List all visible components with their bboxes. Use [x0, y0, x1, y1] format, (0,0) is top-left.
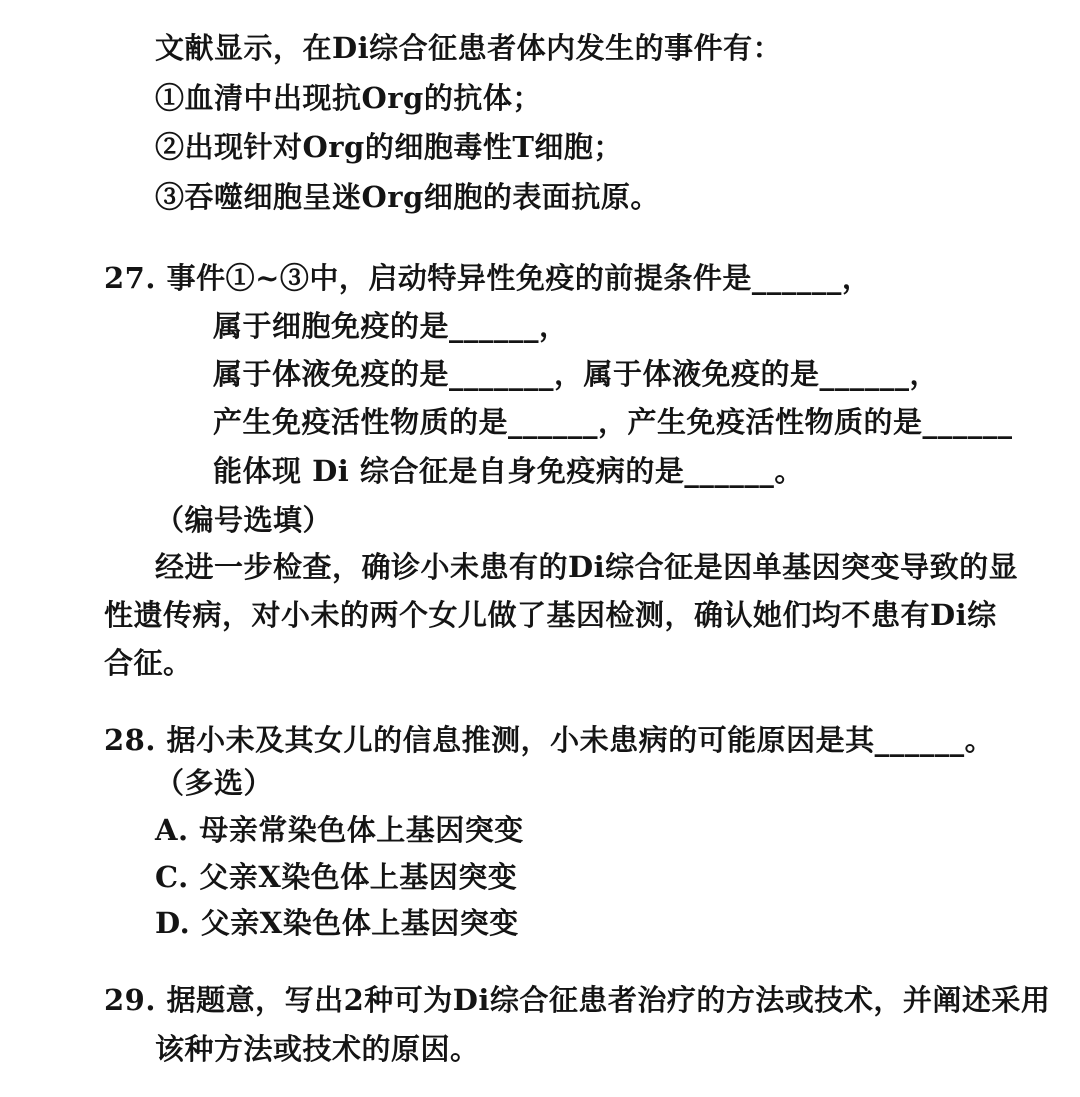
option-a: A. 母亲常染色体上基因突变	[155, 813, 524, 847]
passage-line-3: 合征。	[104, 646, 193, 680]
question-27-first-line	[104, 258, 871, 298]
event-1: ①血清中出现抗Org的抗体；	[155, 81, 542, 115]
question-29-line-2: 该种方法或技术的原因。	[155, 1032, 480, 1066]
question-28-stem: 据小未及其女儿的信息推测，小未患病的可能原因是其______。	[166, 723, 995, 757]
question-29-stem: 据题意，写出2种可为Di综合征患者治疗的方法或技术，并阐述采用	[166, 983, 1051, 1017]
question-27-note: （编号选填）	[155, 503, 333, 537]
question-28-number: 28.	[104, 723, 156, 757]
event-3: ③吞噬细胞呈迷Org细胞的表面抗原。	[155, 180, 660, 214]
question-28-first-line	[104, 720, 994, 760]
question-29-number: 29.	[104, 983, 156, 1017]
question-27-number: 27.	[104, 261, 156, 295]
option-c: C. 父亲X染色体上基因突变	[155, 860, 518, 894]
event-2: ②出现针对Org的细胞毒性T细胞；	[155, 130, 623, 164]
option-d: D. 父亲X染色体上基因突变	[155, 906, 519, 940]
question-27-stem: 事件①~③中，启动特异性免疫的前提条件是______，	[166, 261, 872, 295]
question-28-note: （多选）	[155, 766, 274, 800]
question-29-first-line	[104, 980, 1050, 1020]
intro-lead: 文献显示，在Di综合征患者体内发生的事件有：	[155, 31, 783, 65]
question-27-line-3: 属于体液免疫的是_______，属于体液免疫的是______，	[213, 357, 940, 391]
question-27-line-2: 属于细胞免疫的是______，	[213, 309, 569, 343]
passage-line-1: 经进一步检查，确诊小未患有的Di综合征是因单基因突变导致的显	[155, 550, 1019, 584]
question-27-line-5: 能体现 Di 综合征是自身免疫病的是______。	[213, 454, 804, 488]
question-27-line-4: 产生免疫活性物质的是______，产生免疫活性物质的是______	[213, 405, 1013, 439]
passage-line-2: 性遗传病，对小未的两个女儿做了基因检测，确认她们均不患有Di综	[104, 598, 997, 632]
